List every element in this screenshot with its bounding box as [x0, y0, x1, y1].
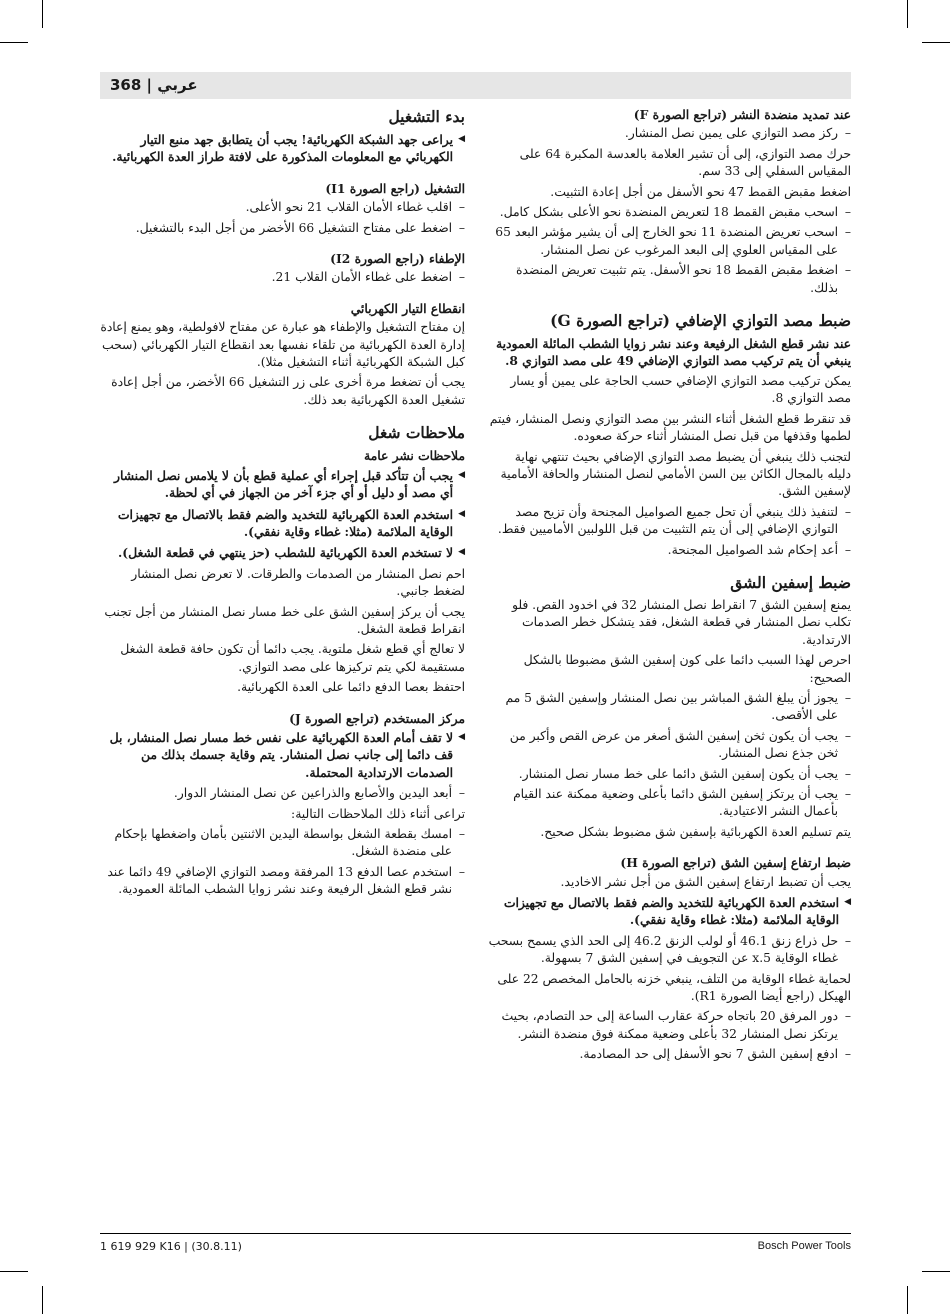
warning-item: ◀ لا تستخدم العدة الكهربائية للشطب (حز ينتهي في قطعة الشغل). — [100, 544, 465, 561]
section-heading: ضبط مصد التوازي الإضافي (تراجع الصورة G) — [550, 311, 851, 331]
crop-mark — [922, 42, 950, 43]
spacer — [488, 562, 851, 572]
spacer — [100, 170, 465, 180]
list-item: – لتنفيذ ذلك ينبغي أن تحل جميع الصواميل المجنحة وأن تزيح مصد التوازي الإضافي إلى أن يتم التثبيت من قبل اللولبين الأماميين فقط. — [488, 504, 851, 539]
subsection-heading: التشغيل (راجع الصورة I1) — [325, 180, 465, 196]
paragraph: يجب أن تضغط مرة أخرى على زر التشغيل 66 الأخضر، من أجل إعادة تشغيل العدة الكهربائية بعد ذلك. — [111, 375, 465, 407]
paragraph: حرك مصد التوازي، إلى أن تشير العلامة بالعدسة المكبرة 64 على المقياس السفلي إلى 33 سم. — [519, 146, 851, 179]
crop-mark — [0, 1271, 28, 1272]
list-item: – ركز مصد التوازي على يمين نصل المنشار. — [488, 125, 851, 142]
crop-mark — [42, 1286, 43, 1314]
crop-mark — [907, 0, 908, 28]
paragraph: اضغط مقبض القمط 47 نحو الأسفل من أجل إعادة التثبيت. — [550, 184, 851, 199]
paragraph: يجب أن تضبط ارتفاع إسفين الشق من أجل نشر الاخاديد. — [560, 874, 851, 889]
list-item: – يجب أن يرتكز إسفين الشق دائما بأعلى وضعية ممكنة عند القيام بأعمال النشر الاعتيادية. — [488, 786, 851, 821]
paragraph: احتفظ بعصا الدفع دائما على العدة الكهربائية. — [237, 680, 465, 695]
warning-item: ◀ استخدم العدة الكهربائية للتخديد والضم فقط بالاتصال مع تجهيزات الوقاية الملائمة (مثلا: غطاء وقاية نفقي). — [488, 894, 851, 929]
section-heading: ملاحظات شغل — [368, 423, 465, 443]
paragraph: تراعى أثناء ذلك الملاحظات التالية: — [291, 806, 465, 821]
list-item: – اسحب مقبض القمط 18 لتعريض المنضدة نحو الأعلى بشكل كامل. — [488, 204, 851, 221]
paragraph: قد تنقرط قطع الشغل أثناء النشر بين مصد التوازي ونصل المنشار، فيتم لطمها وقذفها من قبل نصل المنشار أثناء حركة صعوده. — [489, 411, 851, 444]
list-item: – حل ذراع زنق 46.1 أو لولب الزنق 46.2 إلى الحد الذي يسمح بسحب غطاء الوقاية 5.x عن التجويف في إسفين الشق 7 بسهولة. — [488, 933, 851, 968]
subsection-heading: مركز المستخدم (تراجع الصورة J) — [289, 710, 465, 726]
paragraph: لحماية غطاء الوقاية من التلف، ينبغي خزنه بالحامل المخصص 22 على الهيكل (راجع أيضا الصورة R1). — [497, 971, 851, 1004]
spacer — [488, 300, 851, 310]
list-item: – يجب أن يكون ثخن إسفين الشق أصغر من عرض القص وأكبر من ثخن جذع نصل المنشار. — [488, 728, 851, 763]
section-heading: بدء التشغيل — [388, 107, 465, 126]
paragraph: يجب أن يركز إسفين الشق على خط مسار نصل المنشار من أجل تجنب انقراط قطعة الشغل. — [104, 604, 465, 636]
list-item: – يجب أن يكون إسفين الشق دائما على خط مسار نصل المنشار. — [488, 766, 851, 783]
paragraph: إن مفتاح التشغيل والإطفاء هو عبارة عن مفتاح لافولطية، وهو يمنع إعادة إدارة العدة الكهربائية من تلقاء نفسها بعد انقطاع التيار الكهربائي (سحب كبل الشبكة الكهربائية أثناء التشغيل مثلا). — [100, 320, 465, 370]
list-item: – اضغط مقبض القمط 18 نحو الأسفل. يتم تثبيت تعريض المنضدة بذلك. — [488, 262, 851, 297]
warning-item: ◀ استخدم العدة الكهربائية للتخديد والضم فقط بالاتصال مع تجهيزات الوقاية الملائمة (مثلا: غطاء وقاية نفقي). — [100, 506, 465, 541]
list-item: – يجوز أن يبلغ الشق المباشر بين نصل المنشار وإسفين الشق 5 مم على الأقصى. — [488, 690, 851, 725]
warning-item: ◀ لا تقف أمام العدة الكهربائية على نفس خط مسار نصل المنشار، بل قف دائما إلى جانب نصل المنشار. يتم وقاية جسمك بذلك من الصدمات الارتدادية المحتملة. — [100, 729, 465, 781]
list-item: – أعد إحكام شد الصواميل المجنحة. — [488, 542, 851, 559]
footer-divider — [100, 1233, 851, 1234]
subsection-heading: انقطاع التيار الكهربائي — [350, 300, 465, 316]
list-item: – امسك بقطعة الشغل بواسطة اليدين الاثنتين بأمان واضغطها بإحكام على منضدة الشغل. — [100, 826, 465, 861]
footer-brand: Bosch Power Tools — [757, 1240, 851, 1252]
list-item: – استخدم عصا الدفع 13 المرفقة ومصد التوازي الإضافي 49 دائما عند نشر قطع الشغل الرفيعة وعند نشر زوايا الشطب المائلة العمودية. — [100, 864, 465, 899]
list-item: – أبعد اليدين والأصابع والذراعين عن نصل المنشار الدوار. — [100, 785, 465, 802]
subsection-heading: عند تمديد منضدة النشر (تراجع الصورة F) — [633, 107, 851, 122]
list-item: – ادفع إسفين الشق 7 نحو الأسفل إلى حد المصادمة. — [488, 1046, 851, 1063]
spacer — [100, 240, 465, 250]
page-label: عربي | 368 — [110, 76, 198, 94]
subsection-heading: الإطفاء (راجع الصورة I2) — [330, 251, 465, 267]
crop-mark — [42, 0, 43, 28]
spacer — [488, 844, 851, 854]
paragraph: احرص لهذا السبب دائما على كون إسفين الشق مضبوطا بالشكل الصحيح: — [523, 653, 851, 685]
paragraph: يمكن تركيب مصد التوازي الإضافي حسب الحاجة على يمين أو يسار مصد التوازي 8. — [510, 373, 851, 406]
crop-mark — [922, 1271, 950, 1272]
list-item: – اضغط على غطاء الأمان القلاب 21. — [100, 269, 465, 286]
spacer — [100, 700, 465, 710]
left-column — [100, 106, 465, 902]
paragraph: احم نصل المنشار من الصدمات والطرقات. لا تعرض نصل المنشار لضغط جانبي. — [131, 566, 465, 599]
paragraph: لا تعالج أي قطع شغل ملتوية. يجب دائما أن تكون حافة قطعة الشغل مستقيمة لكي يتم تركيزها على مصد التوازي. — [120, 642, 465, 674]
crop-mark — [907, 1286, 908, 1314]
paragraph: لتجنب ذلك ينبغي أن يضبط مصد التوازي الإضافي بحيث تنتهي نهاية دليله بالمجال الكائن بين السن الأمامي لنصل المنشار والحافة الأمامية لإسفين الشق. — [500, 449, 851, 499]
warning-item: ◀ يراعى جهد الشبكة الكهربائية! يجب أن يتطابق جهد منبع التيار الكهربائي مع المعلومات المذكورة على لافتة طراز العدة الكهربائية. — [100, 131, 465, 166]
header-bar — [100, 72, 851, 99]
spacer — [100, 290, 465, 300]
list-item: – اضغط على مفتاح التشغيل 66 الأخضر من أجل البدء بالتشغيل. — [100, 220, 465, 237]
section-heading: ضبط إسفين الشق — [730, 572, 851, 592]
list-item: – اقلب غطاء الأمان القلاب 21 نحو الأعلى. — [100, 199, 465, 216]
spacer — [100, 412, 465, 422]
footer-doc-number: 1 619 929 K16 | (30.8.11) — [100, 1240, 242, 1253]
subsection-heading: ملاحظات نشر عامة — [364, 448, 465, 464]
right-column — [488, 106, 851, 1067]
warning-item: ◀ يجب أن تتأكد قبل إجراء أي عملية قطع بأن لا يلامس نصل المنشار أي مصد أو دليل أو أي جزء آخر من الجهاز في أي لحظة. — [100, 467, 465, 502]
paragraph: يمنع إسفين الشق 7 انقراط نصل المنشار 32 في اخدود القص. فلو تكلب نصل المنشار في قطعة الشغل، فقد يتشكل خطر الصدمات الارتدادية. — [511, 597, 851, 647]
list-item: – اسحب تعريض المنضدة 11 نحو الخارج إلى أن يشير مؤشر البعد 65 على المقياس العلوي إلى البعد المرغوب عن نصل المنشار. — [488, 224, 851, 259]
list-item: – دور المرفق 20 باتجاه حركة عقارب الساعة إلى حد التصادم، بحيث يرتكز نصل المنشار 32 بأعلى وضعية ممكنة فوق منضدة النشر. — [488, 1008, 851, 1043]
paragraph: يتم تسليم العدة الكهربائية بإسفين شق مضبوط بشكل صحيح. — [540, 824, 851, 839]
crop-mark — [0, 42, 28, 43]
subsection-heading: ضبط ارتفاع إسفين الشق (تراجع الصورة H) — [620, 855, 851, 871]
bold-paragraph: عند نشر قطع الشغل الرفيعة وعند نشر زوايا الشطب المائلة العمودية ينبغي أن يتم تركيب مصد التوازي الإضافي 49 على مصد التوازي 8. — [496, 336, 851, 369]
